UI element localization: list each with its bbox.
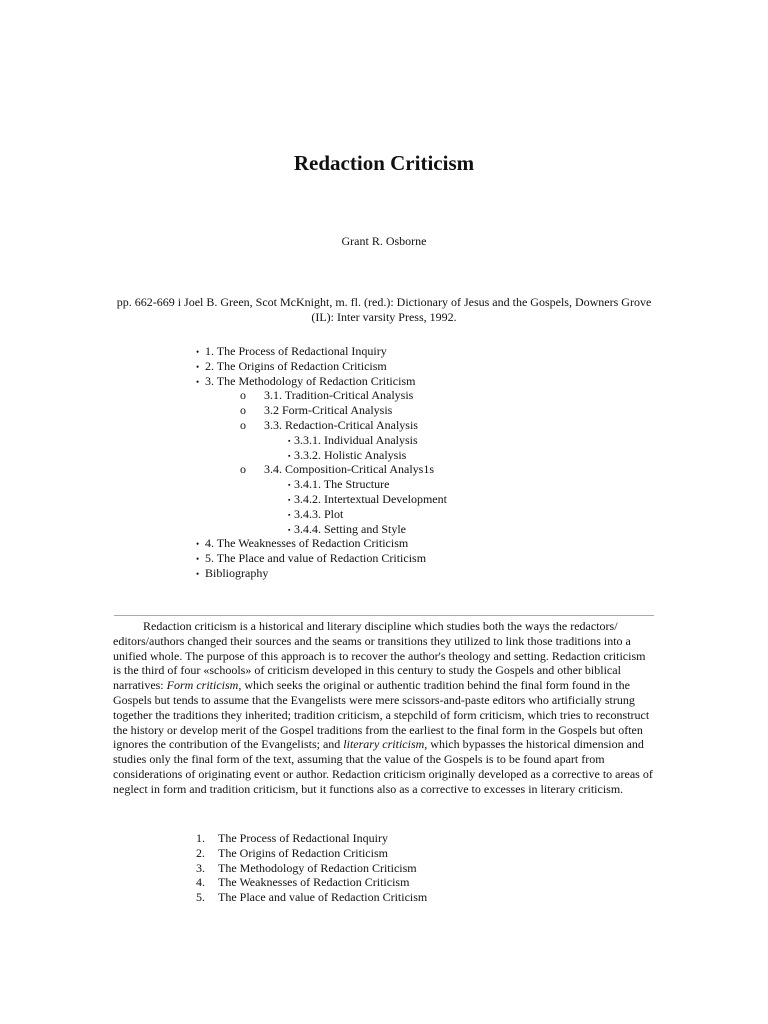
list-item[interactable] [196,846,388,861]
paragraph-text: which bypasses the historical dimension and studies only the final form of the text, assuming that the value of the Gospels is to be found apart from considerations of originating event or author. Redaction criticism originally developed as a corrective to areas of neglect in form and tradition criticism, but it functions also as a corrective to excesses in literary criticism. [113,737,653,796]
toc-item[interactable] [288,477,389,492]
section-divider [114,615,654,616]
toc-item[interactable] [240,388,414,403]
list-item-number: 2. [196,845,205,860]
toc-item[interactable] [288,522,406,537]
page-title: Redaction Criticism [293,151,475,175]
toc-item-label: 3.4.2. Intertextual Development [294,492,447,506]
toc-item[interactable] [288,492,447,507]
toc-item[interactable] [288,507,343,522]
list-item[interactable] [196,890,427,905]
toc-item-label: Bibliography [205,566,269,580]
author-name: Grant R. Osborne [341,234,427,248]
paragraph-emphasis: literary criticism, [343,737,428,752]
toc-item-label: 3.4.4. Setting and Style [294,521,406,536]
list-item-number: 1. [196,831,205,845]
toc-item-label: 3.4.3. Plot [294,506,344,521]
toc-item[interactable] [196,344,387,359]
toc-item-label: 3.3.1. Individual Analysis [294,432,418,447]
bullet-circle-icon: o [240,462,246,477]
list-item-label: The Methodology of Redaction Criticism [218,860,417,875]
bullet-dot-icon: • [196,569,200,579]
toc-item-label: 3.3.2. Holistic Analysis [294,447,407,462]
bullet-dot-icon: • [196,376,200,387]
toc-item[interactable] [240,403,393,418]
toc-item-label: 2. The Origins of Redaction Criticism [205,358,387,373]
paragraph-text: Redaction criticism is a historical and literary discipline which studies both the ways the redactors/ editors/authors changed their sources and the seams or transitions they utilized to link those traditions into a unified whole. The purpose of this approach is to recover the author's theology and setting. Redaction criticism is the third of four «schools» of criticism developed in this century to study the Gospels and other biblical narratives: [113,619,646,693]
list-item-label: The Weaknesses of Redaction Criticism [218,875,410,890]
toc-item-label: 3.3. Redaction-Critical Analysis [264,418,418,432]
paragraph-emphasis: Form criticism, [166,678,242,693]
toc-item[interactable] [196,536,408,551]
list-item[interactable] [196,831,388,846]
bullet-square-icon: ▪ [288,451,291,460]
intro-paragraph [113,619,656,797]
toc-item-label: 5. The Place and value of Redaction Criticism [205,551,427,566]
paragraph-text: which seeks the original or authentic tradition behind the final form found in the Gospels but tends to assume that the Evangelists were mere scissors-and-paste editors who artificially strung together the traditions they inherited; tradition criticism, a stepchild of form criticism, which tries to reconstruct the history or develop merit of the Gospel traditions from the earliest to the final form in the Gospels but often ignores the contribution of the Evangelists; and [113,678,650,752]
toc-item-label: 3.2 Form-Critical Analysis [264,403,393,418]
toc-item-label: 4. The Weaknesses of Redaction Criticism [205,536,409,551]
toc-item[interactable] [196,374,415,389]
toc-item[interactable] [196,359,387,374]
list-item-number: 4. [196,875,205,890]
bullet-circle-icon: o [240,388,246,403]
toc-item-label: 3.1. Tradition-Critical Analysis [264,388,414,403]
list-item[interactable] [196,875,409,890]
list-item-number: 5. [196,890,205,905]
toc-item[interactable] [240,418,418,433]
bullet-square-icon: ▪ [288,436,291,445]
bullet-square-icon: ▪ [288,496,291,504]
list-item-label: The Origins of Redaction Criticism [218,845,388,860]
list-item-label: The Place and value of Redaction Criticism [218,890,428,905]
toc-item[interactable] [196,551,426,566]
citation: pp. 662-669 i Joel B. Green, Scot McKnight, m. fl. (red.): Dictionary of Jesus and the Gospels, Downers Grove (IL): Inter varsity Press, 1992. [116,295,652,324]
bullet-dot-icon: • [196,361,200,372]
bullet-dot-icon: • [196,347,200,357]
toc-item-label: 3. The Methodology of Redaction Criticism [205,373,416,388]
bullet-circle-icon: o [240,403,246,418]
toc-item[interactable] [288,448,406,463]
bullet-square-icon: ▪ [288,481,291,490]
bullet-dot-icon: • [196,539,200,550]
list-item-number: 3. [196,860,205,875]
bullet-square-icon: ▪ [288,510,291,519]
bullet-square-icon: ▪ [288,525,291,534]
bullet-circle-icon: o [240,418,246,432]
toc-item-label: 3.4. Composition-Critical Analys1s [264,462,434,477]
list-item[interactable] [196,861,417,876]
toc-item-label: 3.4.1. The Structure [294,477,390,492]
toc-item[interactable] [196,566,268,581]
bullet-dot-icon: • [196,554,200,565]
toc-item-label: 1. The Process of Redactional Inquiry [205,344,387,358]
toc-item[interactable] [288,433,418,448]
toc-item[interactable] [240,462,434,477]
list-item-label: The Process of Redactional Inquiry [218,831,388,845]
